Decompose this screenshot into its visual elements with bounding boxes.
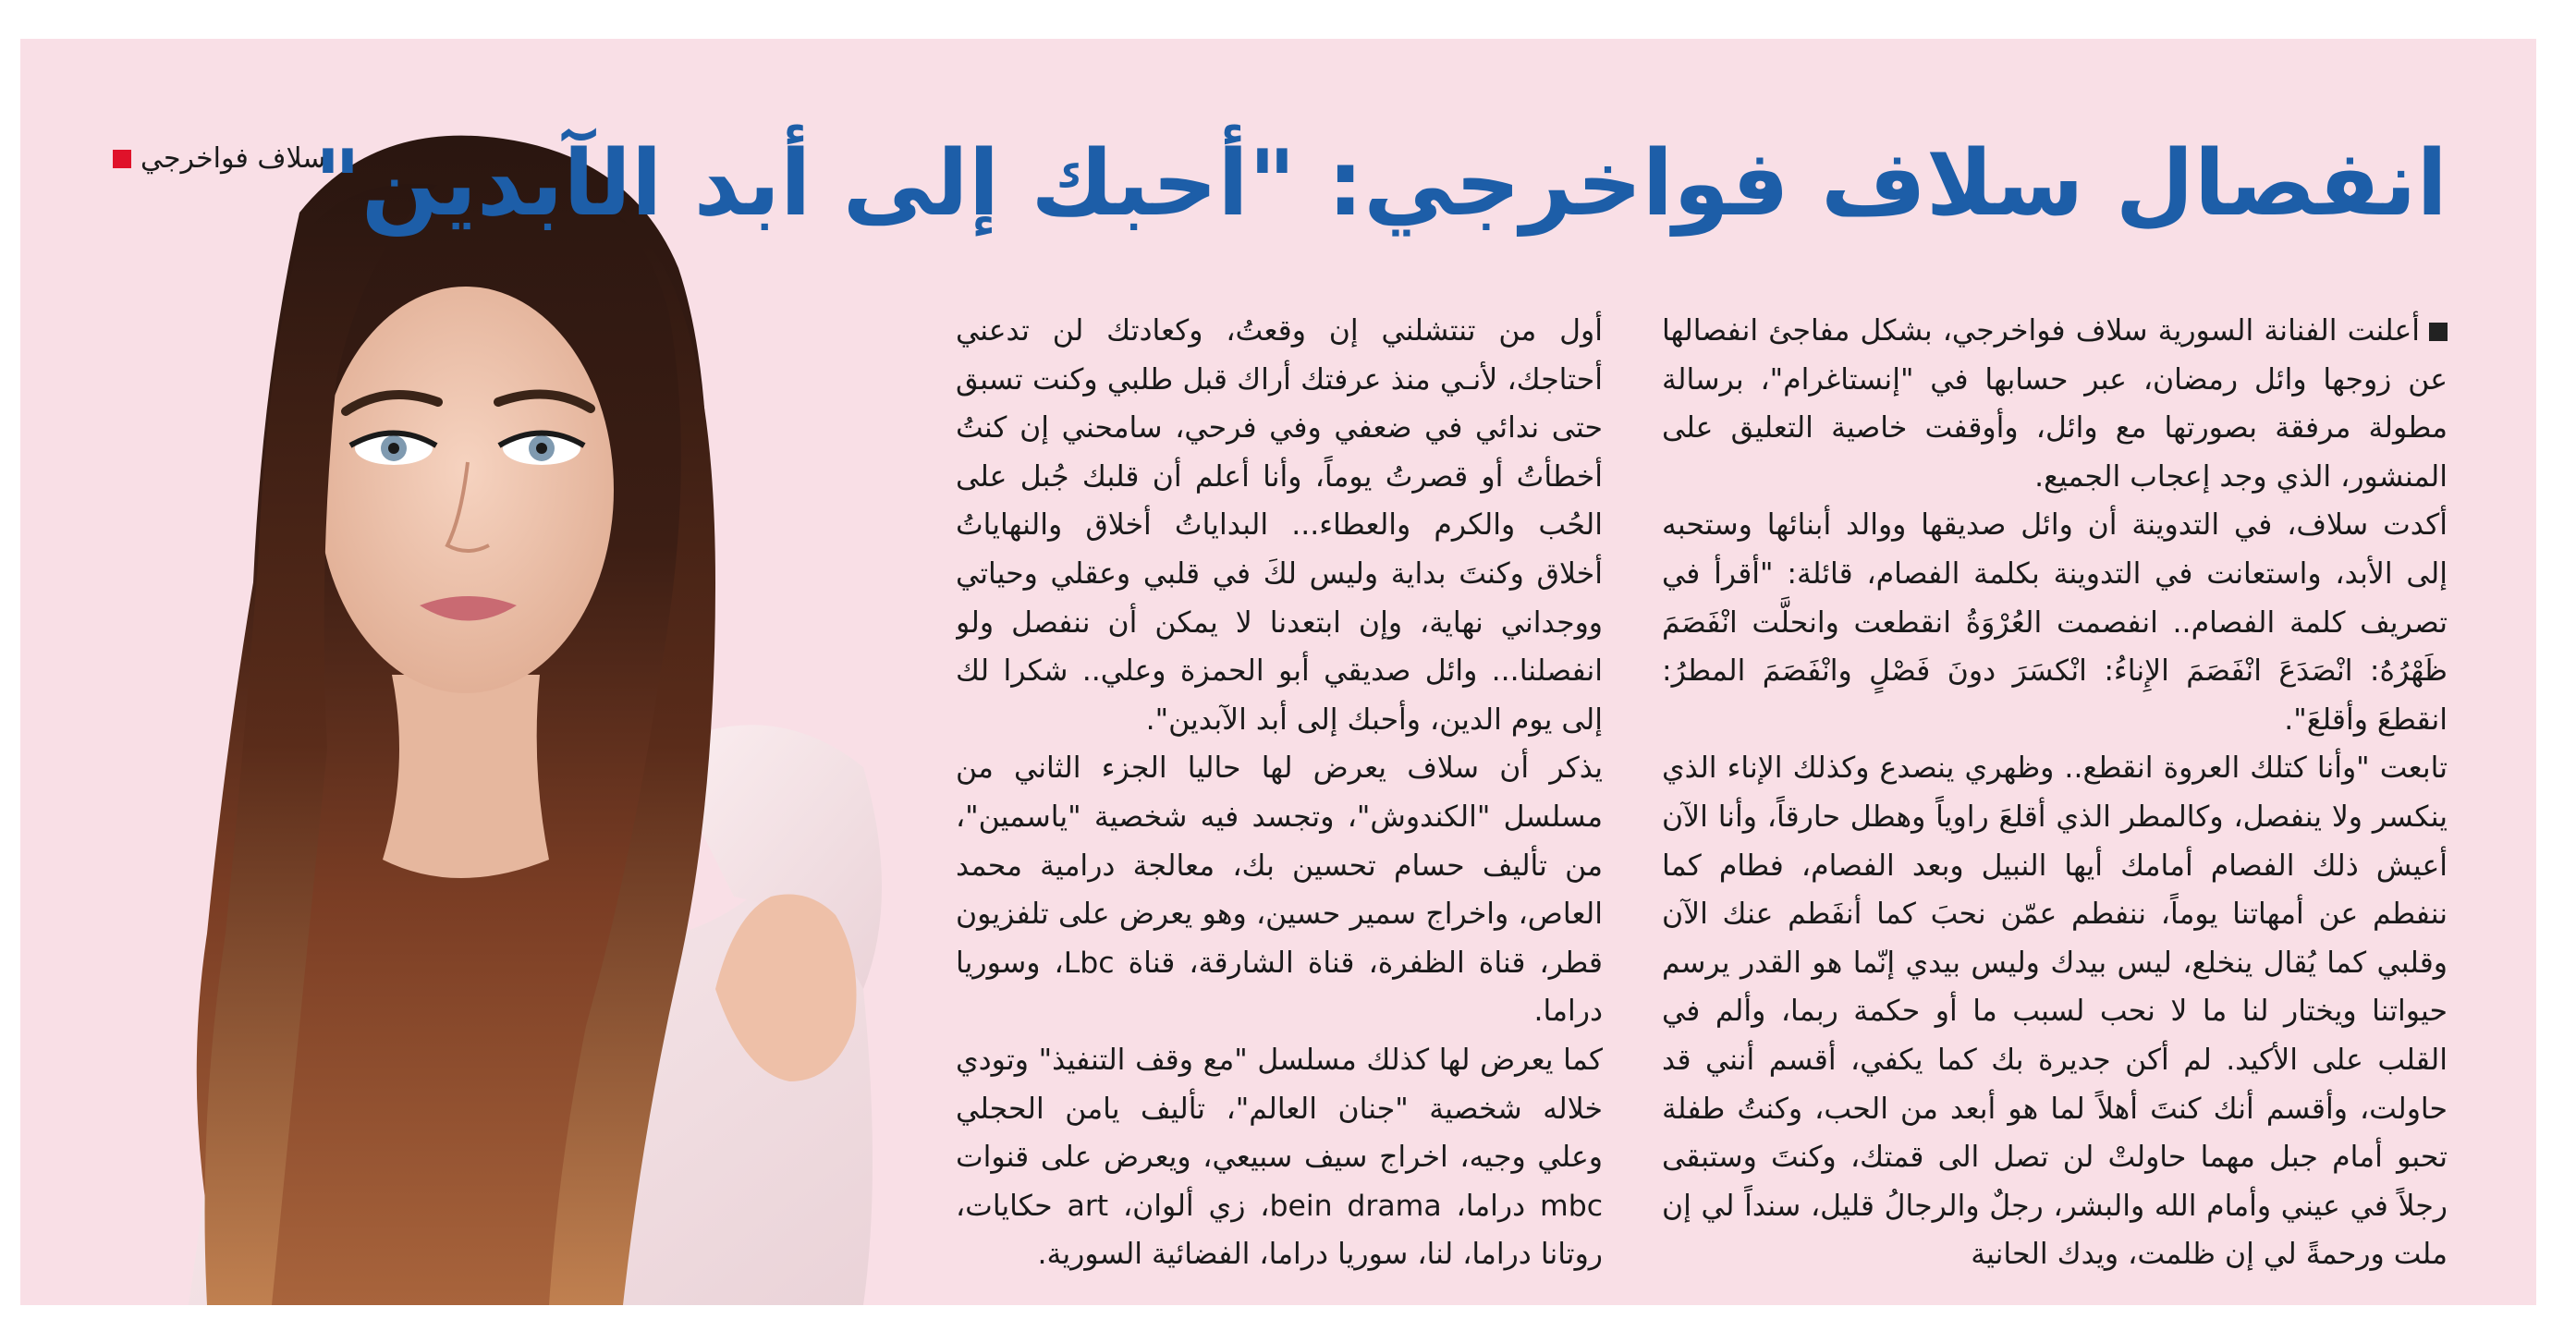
paragraph: كما يعرض لها كذلك مسلسل "مع وقف التنفيذ" وتودي خلاله شخصية "جنان العالم"، تأليف يامن الحجلي وعلي وجيه، اخراج سيف سبيعي، ويعرض على قنوات mbc دراما، bein drama، زي ألوان، art حكايات، روتانا دراما، لنا، سوريا دراما، الفضائية السورية. — [956, 1043, 1603, 1272]
paragraph-text: أعلنت الفنانة السورية سلاف فواخرجي، بشكل مفاجئ انفصالها عن زوجها وائل رمضان، عبر حسابها في "إنستاغرام"، برسالة مطولة مرفقة بصورتها مع وائل، وأوقفت خاصية التعليق على المنشور، الذي وجد إعجاب الجميع. — [1662, 314, 2448, 494]
photo-credit — [113, 142, 326, 175]
portrait-photo — [68, 102, 919, 1305]
paragraph — [1662, 307, 2448, 501]
paragraph: أول من تنتشلني إن وقعتُ، وكعادتك لن تدعني أحتاجك، لأنـي منذ عرفتك أراك قبل طلبي وكنت تسبق حتى ندائي في ضعفي وفي فرحي، سامحني إن كنتُ أخطأتُ أو قصرتُ يوماً، وأنا أعلم أن قلبك جُبل على الحُب والكرم والعطاء... البداياتُ أخلاق والنهاياتُ أخلاق وكنتَ بداية وليس لكَ في قلبي وعقلي وحياتي ووجداني نهاية، وإن ابتعدنا لا يمكن أن ننفصل ولو انفصلنا... وائل صديقي أبو الحمزة وعلي.. شكرا لك إلى يوم الدين، وأحبك إلى أبد الآبدين". — [956, 314, 1603, 737]
paragraph: يذكر أن سلاف يعرض لها حاليا الجزء الثاني من مسلسل "الكندوش"، وتجسد فيه شخصية "ياسمين"، من تأليف حسام تحسين بك، معالجة درامية محمد العاص، واخراج سمير حسين، وهو يعرض على تلفزيون قطر، قناة الظفرة، قناة الشارقة، قناة Lbc، وسوريا دراما. — [956, 751, 1603, 1029]
article-column-right — [1662, 307, 2448, 1305]
bullet-square-icon — [2429, 323, 2448, 341]
credit-text: سلاف فواخرجي — [140, 142, 326, 175]
headline: انفصال سلاف فواخرجي: "أحبك إلى أبد الآبدين" — [313, 131, 2448, 237]
paragraph: أكدت سلاف، في التدوينة أن وائل صديقها ووالد أبنائها وستحبه إلى الأبد، واستعانت في التدوينة بكلمة الفصام، قائلة: "أقرأ في تصريف كلمة الفصام.. انفصمت العُرْوَةُ انقطعت وانحلَّت انْفَصَمَ ظَهْرُهُ: انْصَدَعَ انْفَصَمَ الإِناءُ: انْكسَرَ دونَ فَصْلٍ وانْفَصَمَ المطرُ: انقطعَ وأقلعَ". — [1662, 508, 2448, 737]
article-column-left — [956, 307, 1603, 1305]
newspaper-page — [20, 39, 2536, 1305]
paragraph: تابعت "وأنا كتلك العروة انقطع.. وظهري ينصدع وكذلك الإناء الذي ينكسر ولا ينفصل، وكالمطر الذي أقلعَ راوياً وهطل حارقاً، وأنا الآن أعيش ذلك الفصام أمامك أيها النبيل وبعد الفصام، فطام كما ننفطم عن أمهاتنا يوماً، ننفطم عمّن نحبَ كما أنفَطم عنك الآن وقلبي كما يُقال ينخلع، ليس بيدك وليس بيدي إنّما هو القدر يرسم حيواتنا ويختار لنا ما لا نحب لسبب ما أو حكمة ربما، وألم في القلب على الأكيد. لم أكن جديرة بك كما يكفي، أقسم أنني قد حاولت، وأقسم أنك كنتَ أهلاً لما هو أبعد من الحب، وكنتُ طفلة تحبو أمام جبل مهما حاولتْ لن تصل الى قمتك، وكنتَ وستبقى رجلاً في عيني وأمام الله والبشر، رجلٌ والرجالُ قليل، سنداً لي إن ملت ورحمةً لي إن ظلمت، ويدك الحانية — [1662, 751, 2448, 1272]
credit-square-icon — [113, 150, 131, 168]
